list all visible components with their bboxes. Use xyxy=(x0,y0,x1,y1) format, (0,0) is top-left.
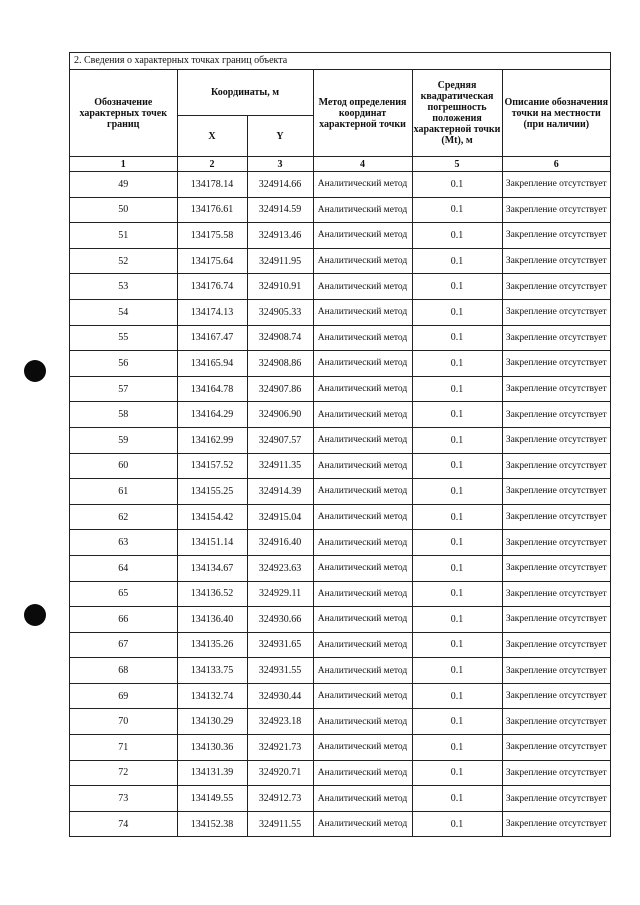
description-cell: Закрепление отсутствует xyxy=(502,786,610,812)
point-number-cell: 70 xyxy=(70,709,177,735)
boundary-points-sheet xyxy=(69,52,611,837)
mean-error-cell: 0.1 xyxy=(412,325,502,351)
method-cell: Аналитический метод xyxy=(313,658,412,684)
column-number: 4 xyxy=(313,157,412,172)
coord-y-cell: 324914.39 xyxy=(247,479,313,505)
description-cell: Закрепление отсутствует xyxy=(502,581,610,607)
description-cell: Закрепление отсутствует xyxy=(502,607,610,633)
coord-y-cell: 324921.73 xyxy=(247,735,313,761)
table-row xyxy=(70,786,610,812)
header-x: X xyxy=(177,116,247,157)
coord-x-cell: 134155.25 xyxy=(177,479,247,505)
table-row xyxy=(70,402,610,428)
mean-error-cell: 0.1 xyxy=(412,172,502,198)
method-cell: Аналитический метод xyxy=(313,479,412,505)
coord-x-cell: 134135.26 xyxy=(177,632,247,658)
method-cell: Аналитический метод xyxy=(313,376,412,402)
column-number: 2 xyxy=(177,157,247,172)
coord-x-cell: 134165.94 xyxy=(177,351,247,377)
method-cell: Аналитический метод xyxy=(313,248,412,274)
method-cell: Аналитический метод xyxy=(313,530,412,556)
method-cell: Аналитический метод xyxy=(313,760,412,786)
method-cell: Аналитический метод xyxy=(313,325,412,351)
mean-error-cell: 0.1 xyxy=(412,683,502,709)
method-cell: Аналитический метод xyxy=(313,453,412,479)
header-method: Метод определения координат характерной точки xyxy=(313,70,412,157)
mean-error-cell: 0.1 xyxy=(412,376,502,402)
mean-error-cell: 0.1 xyxy=(412,351,502,377)
point-number-cell: 51 xyxy=(70,223,177,249)
description-cell: Закрепление отсутствует xyxy=(502,402,610,428)
mean-error-cell: 0.1 xyxy=(412,427,502,453)
table-row xyxy=(70,376,610,402)
coord-y-cell: 324910.91 xyxy=(247,274,313,300)
mean-error-cell: 0.1 xyxy=(412,607,502,633)
mean-error-cell: 0.1 xyxy=(412,299,502,325)
point-number-cell: 52 xyxy=(70,248,177,274)
coord-y-cell: 324930.44 xyxy=(247,683,313,709)
binder-hole-mark xyxy=(24,360,46,382)
method-cell: Аналитический метод xyxy=(313,504,412,530)
point-number-cell: 55 xyxy=(70,325,177,351)
point-number-cell: 74 xyxy=(70,811,177,836)
point-number-cell: 50 xyxy=(70,197,177,223)
coord-y-cell: 324915.04 xyxy=(247,504,313,530)
point-number-cell: 71 xyxy=(70,735,177,761)
header-y: Y xyxy=(247,116,313,157)
description-cell: Закрепление отсутствует xyxy=(502,274,610,300)
mean-error-cell: 0.1 xyxy=(412,248,502,274)
table-row xyxy=(70,632,610,658)
method-cell: Аналитический метод xyxy=(313,197,412,223)
table-row xyxy=(70,299,610,325)
point-number-cell: 58 xyxy=(70,402,177,428)
table-row xyxy=(70,683,610,709)
mean-error-cell: 0.1 xyxy=(412,402,502,428)
coord-x-cell: 134134.67 xyxy=(177,555,247,581)
method-cell: Аналитический метод xyxy=(313,555,412,581)
description-cell: Закрепление отсутствует xyxy=(502,197,610,223)
point-number-cell: 68 xyxy=(70,658,177,684)
table-row xyxy=(70,479,610,505)
point-number-cell: 64 xyxy=(70,555,177,581)
mean-error-cell: 0.1 xyxy=(412,709,502,735)
point-number-cell: 66 xyxy=(70,607,177,633)
boundary-points-table xyxy=(70,70,610,836)
description-cell: Закрепление отсутствует xyxy=(502,453,610,479)
table-row xyxy=(70,351,610,377)
table-row xyxy=(70,760,610,786)
header-point-designation: Обозначение характерных точек границ xyxy=(70,70,177,157)
coord-x-cell: 134151.14 xyxy=(177,530,247,556)
table-row xyxy=(70,197,610,223)
description-cell: Закрепление отсутствует xyxy=(502,427,610,453)
description-cell: Закрепление отсутствует xyxy=(502,632,610,658)
description-cell: Закрепление отсутствует xyxy=(502,760,610,786)
point-number-cell: 49 xyxy=(70,172,177,198)
table-row xyxy=(70,581,610,607)
method-cell: Аналитический метод xyxy=(313,632,412,658)
point-number-cell: 53 xyxy=(70,274,177,300)
coord-y-cell: 324931.65 xyxy=(247,632,313,658)
description-cell: Закрепление отсутствует xyxy=(502,504,610,530)
description-cell: Закрепление отсутствует xyxy=(502,351,610,377)
method-cell: Аналитический метод xyxy=(313,172,412,198)
table-row xyxy=(70,172,610,198)
binder-hole-mark xyxy=(24,604,46,626)
point-number-cell: 69 xyxy=(70,683,177,709)
column-number-row xyxy=(70,157,610,172)
mean-error-cell: 0.1 xyxy=(412,581,502,607)
coord-x-cell: 134157.52 xyxy=(177,453,247,479)
section-title: 2. Сведения о характерных точках границ объекта xyxy=(70,53,610,70)
coord-x-cell: 134132.74 xyxy=(177,683,247,709)
method-cell: Аналитический метод xyxy=(313,735,412,761)
coord-x-cell: 134130.29 xyxy=(177,709,247,735)
coord-x-cell: 134175.58 xyxy=(177,223,247,249)
coord-y-cell: 324920.71 xyxy=(247,760,313,786)
point-number-cell: 65 xyxy=(70,581,177,607)
coord-x-cell: 134136.52 xyxy=(177,581,247,607)
column-number: 1 xyxy=(70,157,177,172)
point-number-cell: 63 xyxy=(70,530,177,556)
method-cell: Аналитический метод xyxy=(313,427,412,453)
column-number: 5 xyxy=(412,157,502,172)
coord-y-cell: 324911.55 xyxy=(247,811,313,836)
mean-error-cell: 0.1 xyxy=(412,658,502,684)
table-row xyxy=(70,504,610,530)
coord-y-cell: 324913.46 xyxy=(247,223,313,249)
point-number-cell: 60 xyxy=(70,453,177,479)
mean-error-cell: 0.1 xyxy=(412,197,502,223)
description-cell: Закрепление отсутствует xyxy=(502,479,610,505)
method-cell: Аналитический метод xyxy=(313,351,412,377)
description-cell: Закрепление отсутствует xyxy=(502,299,610,325)
coord-y-cell: 324905.33 xyxy=(247,299,313,325)
coord-x-cell: 134175.64 xyxy=(177,248,247,274)
mean-error-cell: 0.1 xyxy=(412,504,502,530)
table-row xyxy=(70,427,610,453)
table-row xyxy=(70,453,610,479)
method-cell: Аналитический метод xyxy=(313,709,412,735)
description-cell: Закрепление отсутствует xyxy=(502,683,610,709)
description-cell: Закрепление отсутствует xyxy=(502,376,610,402)
coord-x-cell: 134154.42 xyxy=(177,504,247,530)
mean-error-cell: 0.1 xyxy=(412,786,502,812)
coord-y-cell: 324923.18 xyxy=(247,709,313,735)
table-row xyxy=(70,530,610,556)
mean-error-cell: 0.1 xyxy=(412,735,502,761)
coord-x-cell: 134133.75 xyxy=(177,658,247,684)
coord-x-cell: 134178.14 xyxy=(177,172,247,198)
description-cell: Закрепление отсутствует xyxy=(502,811,610,836)
coord-y-cell: 324914.66 xyxy=(247,172,313,198)
description-cell: Закрепление отсутствует xyxy=(502,223,610,249)
mean-error-cell: 0.1 xyxy=(412,530,502,556)
method-cell: Аналитический метод xyxy=(313,274,412,300)
coord-y-cell: 324912.73 xyxy=(247,786,313,812)
table-row xyxy=(70,658,610,684)
method-cell: Аналитический метод xyxy=(313,223,412,249)
table-row xyxy=(70,325,610,351)
header-coordinates: Координаты, м xyxy=(177,70,313,116)
method-cell: Аналитический метод xyxy=(313,402,412,428)
coord-y-cell: 324929.11 xyxy=(247,581,313,607)
coord-x-cell: 134164.78 xyxy=(177,376,247,402)
coord-y-cell: 324911.35 xyxy=(247,453,313,479)
coord-x-cell: 134174.13 xyxy=(177,299,247,325)
coord-y-cell: 324931.55 xyxy=(247,658,313,684)
coord-x-cell: 134136.40 xyxy=(177,607,247,633)
coord-x-cell: 134130.36 xyxy=(177,735,247,761)
point-number-cell: 57 xyxy=(70,376,177,402)
point-number-cell: 61 xyxy=(70,479,177,505)
mean-error-cell: 0.1 xyxy=(412,453,502,479)
header-mean-error: Средняя квадратическая погрешность положения характерной точки (Mt), м xyxy=(412,70,502,157)
table-row xyxy=(70,811,610,836)
coord-x-cell: 134167.47 xyxy=(177,325,247,351)
method-cell: Аналитический метод xyxy=(313,786,412,812)
mean-error-cell: 0.1 xyxy=(412,274,502,300)
table-row xyxy=(70,223,610,249)
method-cell: Аналитический метод xyxy=(313,299,412,325)
point-number-cell: 67 xyxy=(70,632,177,658)
description-cell: Закрепление отсутствует xyxy=(502,530,610,556)
coord-y-cell: 324908.86 xyxy=(247,351,313,377)
coord-y-cell: 324911.95 xyxy=(247,248,313,274)
point-number-cell: 62 xyxy=(70,504,177,530)
coord-x-cell: 134164.29 xyxy=(177,402,247,428)
coord-x-cell: 134176.74 xyxy=(177,274,247,300)
method-cell: Аналитический метод xyxy=(313,811,412,836)
description-cell: Закрепление отсутствует xyxy=(502,709,610,735)
coord-y-cell: 324916.40 xyxy=(247,530,313,556)
table-row xyxy=(70,709,610,735)
mean-error-cell: 0.1 xyxy=(412,479,502,505)
table-row xyxy=(70,735,610,761)
coord-x-cell: 134162.99 xyxy=(177,427,247,453)
table-row xyxy=(70,274,610,300)
point-number-cell: 59 xyxy=(70,427,177,453)
column-number: 3 xyxy=(247,157,313,172)
mean-error-cell: 0.1 xyxy=(412,811,502,836)
coord-y-cell: 324908.74 xyxy=(247,325,313,351)
header-description: Описание обозначения точки на местности (при наличии) xyxy=(502,70,610,157)
coord-x-cell: 134176.61 xyxy=(177,197,247,223)
coord-y-cell: 324930.66 xyxy=(247,607,313,633)
method-cell: Аналитический метод xyxy=(313,683,412,709)
coord-y-cell: 324914.59 xyxy=(247,197,313,223)
coord-y-cell: 324907.86 xyxy=(247,376,313,402)
method-cell: Аналитический метод xyxy=(313,581,412,607)
method-cell: Аналитический метод xyxy=(313,607,412,633)
mean-error-cell: 0.1 xyxy=(412,555,502,581)
column-number: 6 xyxy=(502,157,610,172)
coord-x-cell: 134152.38 xyxy=(177,811,247,836)
coord-x-cell: 134131.39 xyxy=(177,760,247,786)
coord-y-cell: 324907.57 xyxy=(247,427,313,453)
mean-error-cell: 0.1 xyxy=(412,632,502,658)
mean-error-cell: 0.1 xyxy=(412,760,502,786)
table-body xyxy=(70,172,610,837)
description-cell: Закрепление отсутствует xyxy=(502,172,610,198)
description-cell: Закрепление отсутствует xyxy=(502,248,610,274)
description-cell: Закрепление отсутствует xyxy=(502,325,610,351)
table-row xyxy=(70,248,610,274)
table-row xyxy=(70,555,610,581)
point-number-cell: 54 xyxy=(70,299,177,325)
coord-x-cell: 134149.55 xyxy=(177,786,247,812)
mean-error-cell: 0.1 xyxy=(412,223,502,249)
point-number-cell: 56 xyxy=(70,351,177,377)
coord-y-cell: 324923.63 xyxy=(247,555,313,581)
description-cell: Закрепление отсутствует xyxy=(502,735,610,761)
table-row xyxy=(70,607,610,633)
description-cell: Закрепление отсутствует xyxy=(502,658,610,684)
point-number-cell: 72 xyxy=(70,760,177,786)
coord-y-cell: 324906.90 xyxy=(247,402,313,428)
point-number-cell: 73 xyxy=(70,786,177,812)
description-cell: Закрепление отсутствует xyxy=(502,555,610,581)
